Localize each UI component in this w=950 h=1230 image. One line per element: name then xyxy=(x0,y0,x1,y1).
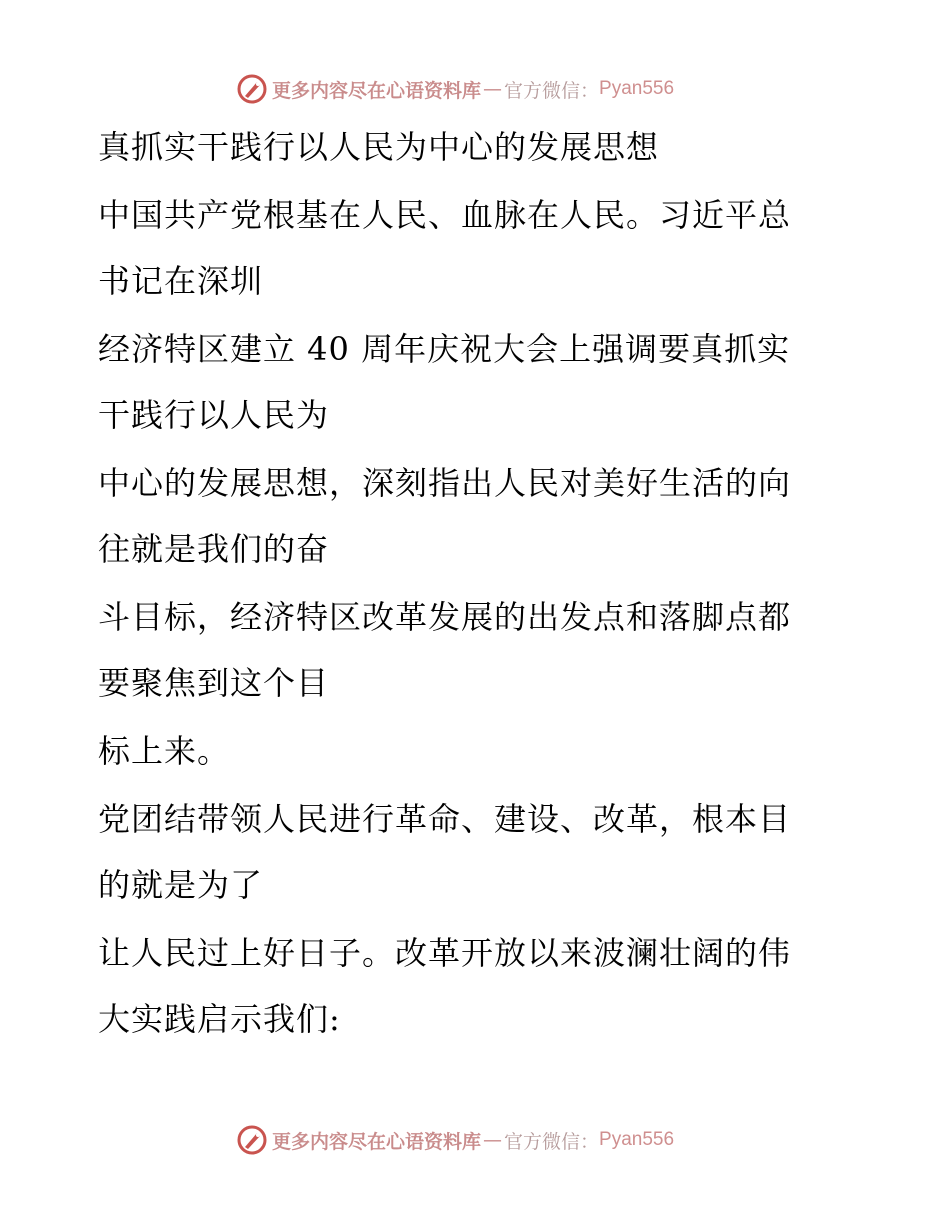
pen-logo-icon xyxy=(236,73,268,105)
document-body xyxy=(98,123,838,1063)
text-line: 大实践启示我们: xyxy=(98,1000,341,1038)
wechat-label: 官方微信： xyxy=(504,79,600,102)
text-line: 中心的发展思想，深刻指出人民对美好生活的向 xyxy=(98,464,792,502)
site-name: 更多内容尽在心语资料库 xyxy=(272,1130,482,1153)
banner-dash: — xyxy=(483,78,503,100)
document-title: 真抓实干践行以人民为中心的发展思想 xyxy=(98,128,660,166)
text-line: 党团结带领人民进行革命、建设、改革，根本目 xyxy=(98,800,792,838)
wechat-id: Pyan556 xyxy=(599,78,675,99)
text-line: 标上来。 xyxy=(98,732,231,770)
wechat-label: 官方微信： xyxy=(504,1130,600,1153)
wechat-id: Pyan556 xyxy=(599,1129,675,1150)
text-line: 的就是为了 xyxy=(98,866,264,904)
banner-dash: — xyxy=(483,1129,503,1151)
text-line: 中国共产党根基在人民、血脉在人民。习近平总 xyxy=(98,196,792,234)
text-line: 经济特区建立 40 周年庆祝大会上强调要真抓实 xyxy=(98,330,791,368)
site-name: 更多内容尽在心语资料库 xyxy=(272,79,482,102)
footer-banner xyxy=(236,1123,674,1157)
text-line: 要聚焦到这个目 xyxy=(98,664,330,702)
text-line: 斗目标，经济特区改革发展的出发点和落脚点都 xyxy=(98,598,792,636)
text-line: 让人民过上好日子。改革开放以来波澜壮阔的伟 xyxy=(98,934,792,972)
text-line: 干践行以人民为 xyxy=(98,396,330,434)
text-line: 往就是我们的奋 xyxy=(98,530,330,568)
pen-logo-icon xyxy=(236,1124,268,1156)
header-banner xyxy=(236,72,674,106)
text-line: 书记在深圳 xyxy=(98,262,264,300)
